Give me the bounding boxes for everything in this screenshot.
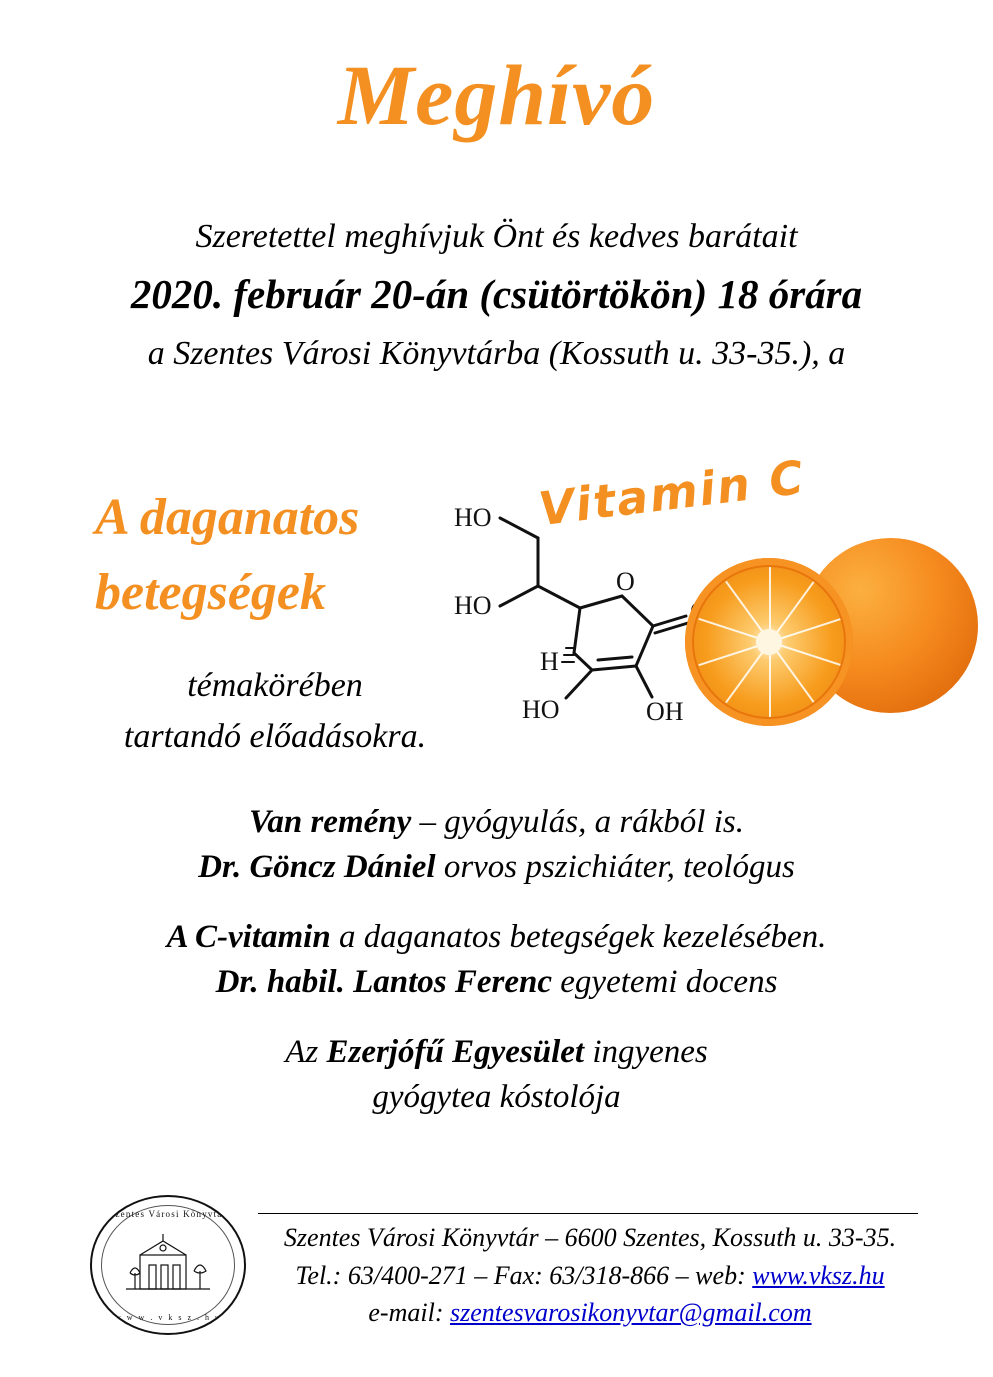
topic-subtext [60,660,490,762]
programme-section [0,800,993,1145]
invitation-date-line: 2020. február 20-án (csütörtökön) 18 órára [130,270,863,317]
orange-core [756,629,782,655]
halved-orange [685,558,853,726]
programme-presenter: Dr. habil. Lantos Ferenc [215,963,553,1000]
molecule-label-oh-bottom: OH [646,697,684,726]
vitamin-c-handwritten-label: Vitamin C [535,449,809,537]
programme-title: A C-vitamin [166,919,331,956]
programme-presenter-line [0,960,993,1005]
programme-presenter-rest: orvos pszichiáter, teológus [435,848,795,885]
molecule-label-o-ring: O [616,567,635,596]
footer-address-line: Szentes Városi Könyvtár – 6600 Szentes, Kossuth u. 33-35. [283,1223,897,1252]
website-link[interactable]: www.vksz.hu [752,1260,885,1290]
programme-title-rest: – gyógyulás, a rákból is. [411,804,744,840]
invitation-line-1: Szeretettel meghívjuk Önt és kedves barátait [195,218,798,255]
footer-email-label: e-mail: [368,1298,450,1328]
programme-title-line [0,915,993,960]
topic-subtext-line-1: témakörében [187,667,363,704]
programme-presenter-line [0,845,993,890]
extra-offer-prefix: Az [285,1034,327,1071]
programme-title-rest: a daganatos betegségek kezelésében. [330,919,827,956]
programme-presenter-rest: egyetemi docens [552,963,778,1000]
extra-offer [0,1030,993,1119]
molecule-label-ho-bottom: HO [522,695,560,724]
page-title: Meghívó [337,47,656,143]
molecule-label-ho-left: HO [454,591,492,620]
programme-item [0,915,993,1004]
invitation-venue-line: a Szentes Városi Könyvtárba (Kossuth u. 33-35.), a [147,334,846,372]
email-link[interactable]: szentesvarosikonyvtar@gmail.com [449,1298,812,1328]
footer-contact [245,1219,935,1332]
extra-offer-suffix: ingyenes [584,1034,708,1071]
footer-phone-line [245,1257,935,1295]
extra-offer-line-1 [0,1030,993,1075]
topic-headline-line-2: betegségek [95,564,327,622]
vitamin-c-artwork [440,449,980,750]
molecule-label-h: H [540,647,559,676]
programme-item [0,800,993,889]
topic-headline-line-1: A daganatos [95,489,360,546]
topic-subtext-line-2: tartandó előadásokra. [123,718,427,755]
footer-divider [258,1213,918,1214]
logo-bottom-text: w w w . v k s z . h u [115,1313,221,1322]
footer-phone-text: Tel.: 63/400-271 – Fax: 63/318-866 – web: [295,1260,753,1290]
oranges-image [685,530,985,730]
extra-offer-organisation: Ezerjófű Egyesület [326,1034,585,1071]
topic-section [0,449,993,790]
programme-title: Van remény [249,804,412,840]
library-building-icon [122,1231,214,1297]
footer-email-line [245,1294,935,1332]
footer [0,1205,993,1345]
library-logo [82,1195,252,1335]
invitation-block [0,216,993,376]
molecule-label-ho-top: HO [454,503,492,532]
programme-presenter: Dr. Göncz Dániel [198,848,436,885]
programme-title-line [0,800,993,845]
extra-offer-line-2: gyógytea kóstolója [372,1078,621,1115]
logo-top-text: Szentes Városi Könyvtár [109,1209,227,1219]
logo-seal [90,1195,246,1335]
orange-flesh [694,567,844,717]
